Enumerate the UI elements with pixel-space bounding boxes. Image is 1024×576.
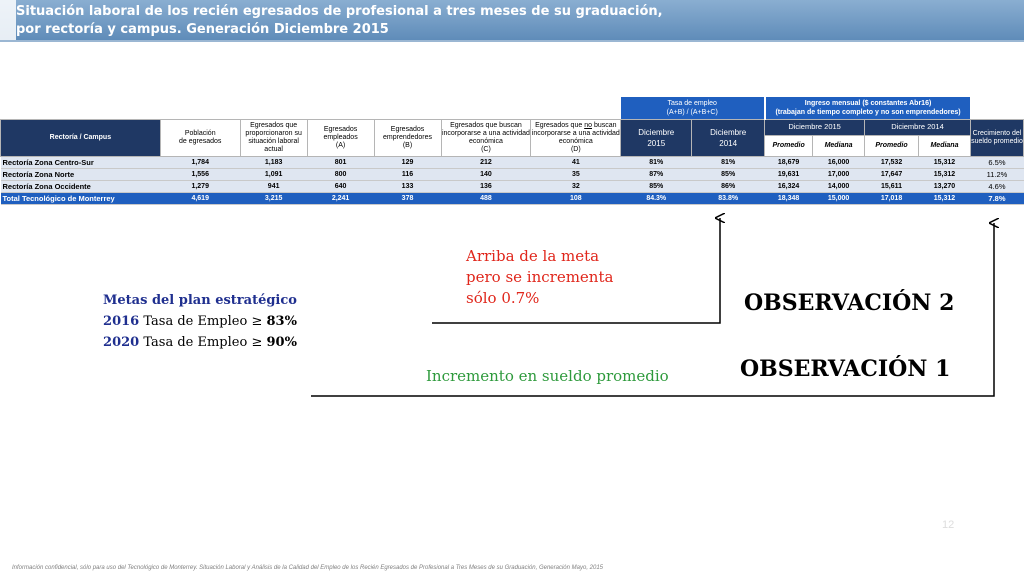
page-number: 12 <box>942 519 955 531</box>
cell-promedio-2015: 18,679 <box>765 156 813 168</box>
cell-emprendedores: 129 <box>374 156 441 168</box>
cell-empleados: 801 <box>307 156 374 168</box>
tasa-empleo-formula: (A+B) / (A+B+C) <box>666 108 718 116</box>
cell-tasa-2014: 81% <box>692 156 765 168</box>
header-empleados-line-1: Egresados empleados <box>323 125 358 141</box>
cell-empleados: 640 <box>307 180 374 192</box>
slide-title-line-2: por rectoría y campus. Generación Diciembre 2015 <box>16 22 389 37</box>
cell-crecimiento: 4.6% <box>970 180 1023 192</box>
cell-emprendedores: 116 <box>374 168 441 180</box>
header-no-buscan-line-3: económica <box>558 137 593 145</box>
cell-crecimiento: 11.2% <box>970 168 1023 180</box>
cell-tasa-2014: 85% <box>692 168 765 180</box>
row-name: Rectoría Zona Norte <box>1 168 161 180</box>
cell-promedio-2014: 17,647 <box>865 168 919 180</box>
cell-buscan: 212 <box>441 156 531 168</box>
header-ingreso-2015: Diciembre 2015 <box>765 119 865 135</box>
header-no-buscan-no: no <box>584 121 592 129</box>
ingreso-label: Ingreso mensual ($ constantes Abr16) <box>804 99 932 107</box>
header-buscan-line-2: incorporarse a una actividad <box>441 129 530 137</box>
goal-2016 <box>60 311 340 332</box>
goal-2020-value: 90% <box>266 335 297 350</box>
cell-tasa-2015: 84.3% <box>621 192 692 204</box>
cell-poblacion: 4,619 <box>160 192 240 204</box>
cell-tasa-2015: 87% <box>621 168 692 180</box>
header-empleados-line-2: (A) <box>335 141 346 149</box>
observation-1-label: OBSERVACIÓN 1 <box>740 356 951 382</box>
cell-poblacion: 1,784 <box>160 156 240 168</box>
header-proporcionaron-line-2: proporcionaron su <box>245 129 302 137</box>
cell-emprendedores: 133 <box>374 180 441 192</box>
header-crecimiento-line-2: sueldo promedio <box>971 137 1023 145</box>
header-proporcionaron-line-3: situación laboral actual <box>248 137 299 153</box>
cell-proporcionaron: 1,183 <box>240 156 307 168</box>
cell-mediana-2015: 14,000 <box>813 180 865 192</box>
cell-promedio-2014: 15,611 <box>865 180 919 192</box>
cell-promedio-2015: 18,348 <box>765 192 813 204</box>
goal-2016-year: 2016 <box>103 314 140 329</box>
cell-mediana-2014: 15,312 <box>919 156 971 168</box>
header-crecimiento-line-1: Crecimiento del <box>972 129 1022 137</box>
header-buscan-line-1: Egresados que buscan <box>450 121 522 129</box>
cell-crecimiento: 6.5% <box>970 156 1023 168</box>
header-poblacion-line-2: de egresados <box>179 137 222 145</box>
cell-mediana-2014: 15,312 <box>919 168 971 180</box>
header-mediana-2014: Mediana <box>919 135 971 156</box>
cell-poblacion: 1,556 <box>160 168 240 180</box>
cell-mediana-2014: 13,270 <box>919 180 971 192</box>
row-name: Total Tecnológico de Monterrey <box>1 192 161 204</box>
header-tasa-2015-line-1: Diciembre <box>638 127 675 137</box>
cell-poblacion: 1,279 <box>160 180 240 192</box>
cell-tasa-2014: 86% <box>692 180 765 192</box>
cell-proporcionaron: 941 <box>240 180 307 192</box>
cell-crecimiento: 7.8% <box>970 192 1023 204</box>
salary-increase-note: Incremento en sueldo promedio <box>426 367 669 385</box>
goal-2016-text: Tasa de Empleo ≥ <box>143 314 263 329</box>
cell-empleados: 800 <box>307 168 374 180</box>
cell-buscan: 136 <box>441 180 531 192</box>
row-name: Rectoría Zona Occidente <box>1 180 161 192</box>
cell-no-buscan: 32 <box>531 180 621 192</box>
above-goal-note-line-1: Arriba de la meta <box>466 247 600 265</box>
header-emprendedores-line-2: emprendedores <box>383 133 433 141</box>
cell-promedio-2015: 16,324 <box>765 180 813 192</box>
header-buscan-line-3: económica <box>469 137 503 145</box>
cell-empleados: 2,241 <box>307 192 374 204</box>
tasa-empleo-label: Tasa de empleo <box>667 99 717 107</box>
header-mediana-2015: Mediana <box>813 135 865 156</box>
cell-mediana-2015: 17,000 <box>813 168 865 180</box>
header-buscan-line-4: (C) <box>481 145 491 153</box>
header-no-buscan-line-2: incorporarse a una actividad <box>531 129 620 137</box>
slide-title-line-1: Situación laboral de los recién egresados de profesional a tres meses de su graduación, <box>16 4 663 19</box>
cell-no-buscan: 41 <box>531 156 621 168</box>
header-proporcionaron-line-1: Egresados que <box>250 121 298 129</box>
goals-heading: Metas del plan estratégico <box>103 293 297 308</box>
header-ingreso-2014: Diciembre 2014 <box>865 119 971 135</box>
above-goal-note <box>466 246 613 309</box>
strategic-goals <box>60 290 340 353</box>
cell-emprendedores: 378 <box>374 192 441 204</box>
cell-proporcionaron: 1,091 <box>240 168 307 180</box>
header-no-buscan-line-1: Egresados que <box>535 121 583 129</box>
goal-2020-text: Tasa de Empleo ≥ <box>143 335 263 350</box>
cell-buscan: 140 <box>441 168 531 180</box>
cell-tasa-2015: 85% <box>621 180 692 192</box>
header-promedio-2015: Promedio <box>765 135 813 156</box>
footer-disclaimer: Información confidencial, sólo para uso del Tecnológico de Monterrey. Situación Laboral y Análisis de la Calidad del Empleo de los Recién Egresados de Profesional a Tres Meses de su Graduación, Generación Mayo, 2015 <box>12 565 604 571</box>
cell-mediana-2014: 15,312 <box>919 192 971 204</box>
above-goal-note-line-2: pero se incrementa <box>466 268 614 286</box>
cell-promedio-2014: 17,018 <box>865 192 919 204</box>
cell-no-buscan: 108 <box>531 192 621 204</box>
row-name: Rectoría Zona Centro-Sur <box>1 156 161 168</box>
goal-2020-year: 2020 <box>103 335 140 350</box>
header-tasa-2014-line-2: 2014 <box>719 138 738 148</box>
cell-mediana-2015: 15,000 <box>813 192 865 204</box>
header-no-buscan-line-1b: buscan <box>593 121 617 129</box>
header-emprendedores-line-1: Egresados <box>390 125 425 133</box>
goal-2016-value: 83% <box>266 314 297 329</box>
ingreso-sublabel: (trabajan de tiempo completo y no son emprendedores) <box>775 108 961 116</box>
cell-promedio-2015: 19,631 <box>765 168 813 180</box>
cell-buscan: 488 <box>441 192 531 204</box>
header-poblacion-line-1: Población <box>184 129 216 137</box>
cell-mediana-2015: 16,000 <box>813 156 865 168</box>
header-rectoria: Rectoría / Campus <box>1 119 161 156</box>
cell-proporcionaron: 3,215 <box>240 192 307 204</box>
header-promedio-2014: Promedio <box>865 135 919 156</box>
cell-tasa-2015: 81% <box>621 156 692 168</box>
cell-tasa-2014: 83.8% <box>692 192 765 204</box>
header-tasa-2015-line-2: 2015 <box>647 138 666 148</box>
cell-promedio-2014: 17,532 <box>865 156 919 168</box>
cell-no-buscan: 35 <box>531 168 621 180</box>
observation-2-label: OBSERVACIÓN 2 <box>744 290 955 316</box>
above-goal-note-line-3: sólo 0.7% <box>466 289 540 307</box>
header-no-buscan-line-4: (D) <box>570 145 581 153</box>
header-emprendedores-line-3: (B) <box>402 141 413 149</box>
header-tasa-2014-line-1: Diciembre <box>710 127 747 137</box>
goal-2020 <box>60 332 340 353</box>
